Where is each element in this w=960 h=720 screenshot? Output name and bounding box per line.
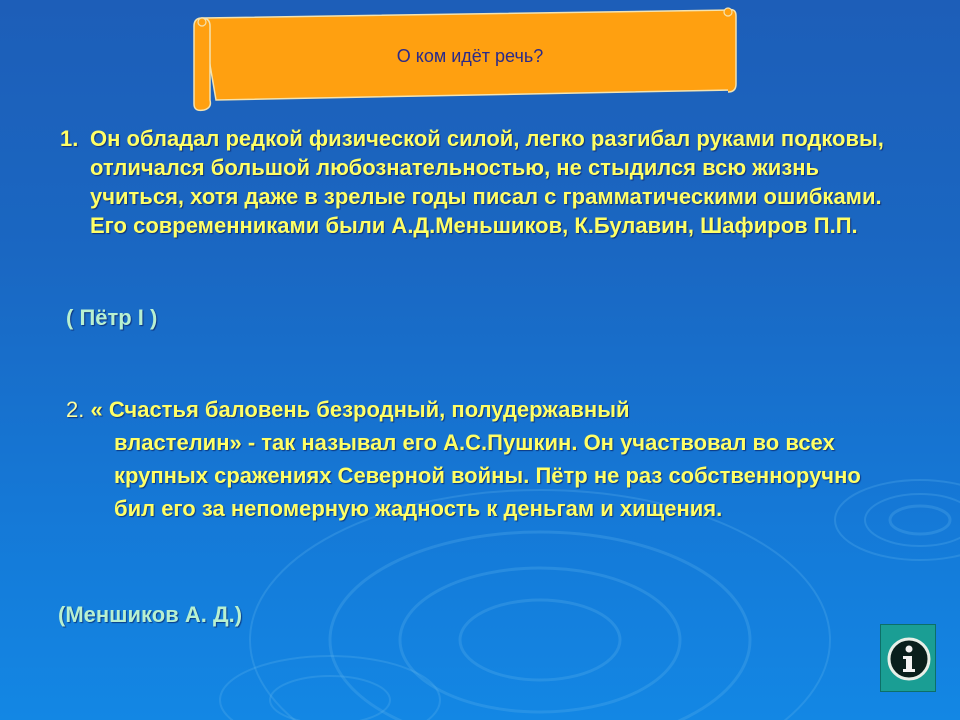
answer-1: ( Пётр I ) (66, 305, 158, 330)
info-icon (887, 637, 931, 681)
question-1-text: Он обладал редкой физической силой, легко разгибал руками подковы, отличался большой любознательностью, не стыдился всю жизнь учиться, хотя даже в зрелые годы писал с грамматическими ошибками. Его современниками были А.Д.Меньшиков, К.Булавин, Шафиров П.П. (90, 126, 884, 238)
answer-2: (Меншиков А. Д.) (58, 602, 243, 627)
question-1 (60, 124, 900, 240)
question-2 (66, 393, 906, 525)
question-2-first-line: « Счастья баловень безродный, полудержавный (90, 397, 630, 422)
title-scroll-banner (192, 4, 740, 112)
question-1-number: 1. (60, 126, 79, 151)
question-2-text: властелин» - так называл его А.С.Пушкин. Он участвовал во всех крупных сражениях Северной войны. Пётр не раз собственноручно бил его за непомерную жадность к деньгам и хищения. (114, 430, 861, 521)
info-button[interactable] (880, 624, 936, 692)
page-title: О ком идёт речь? (396, 46, 544, 66)
question-2-number: 2. (66, 397, 85, 422)
